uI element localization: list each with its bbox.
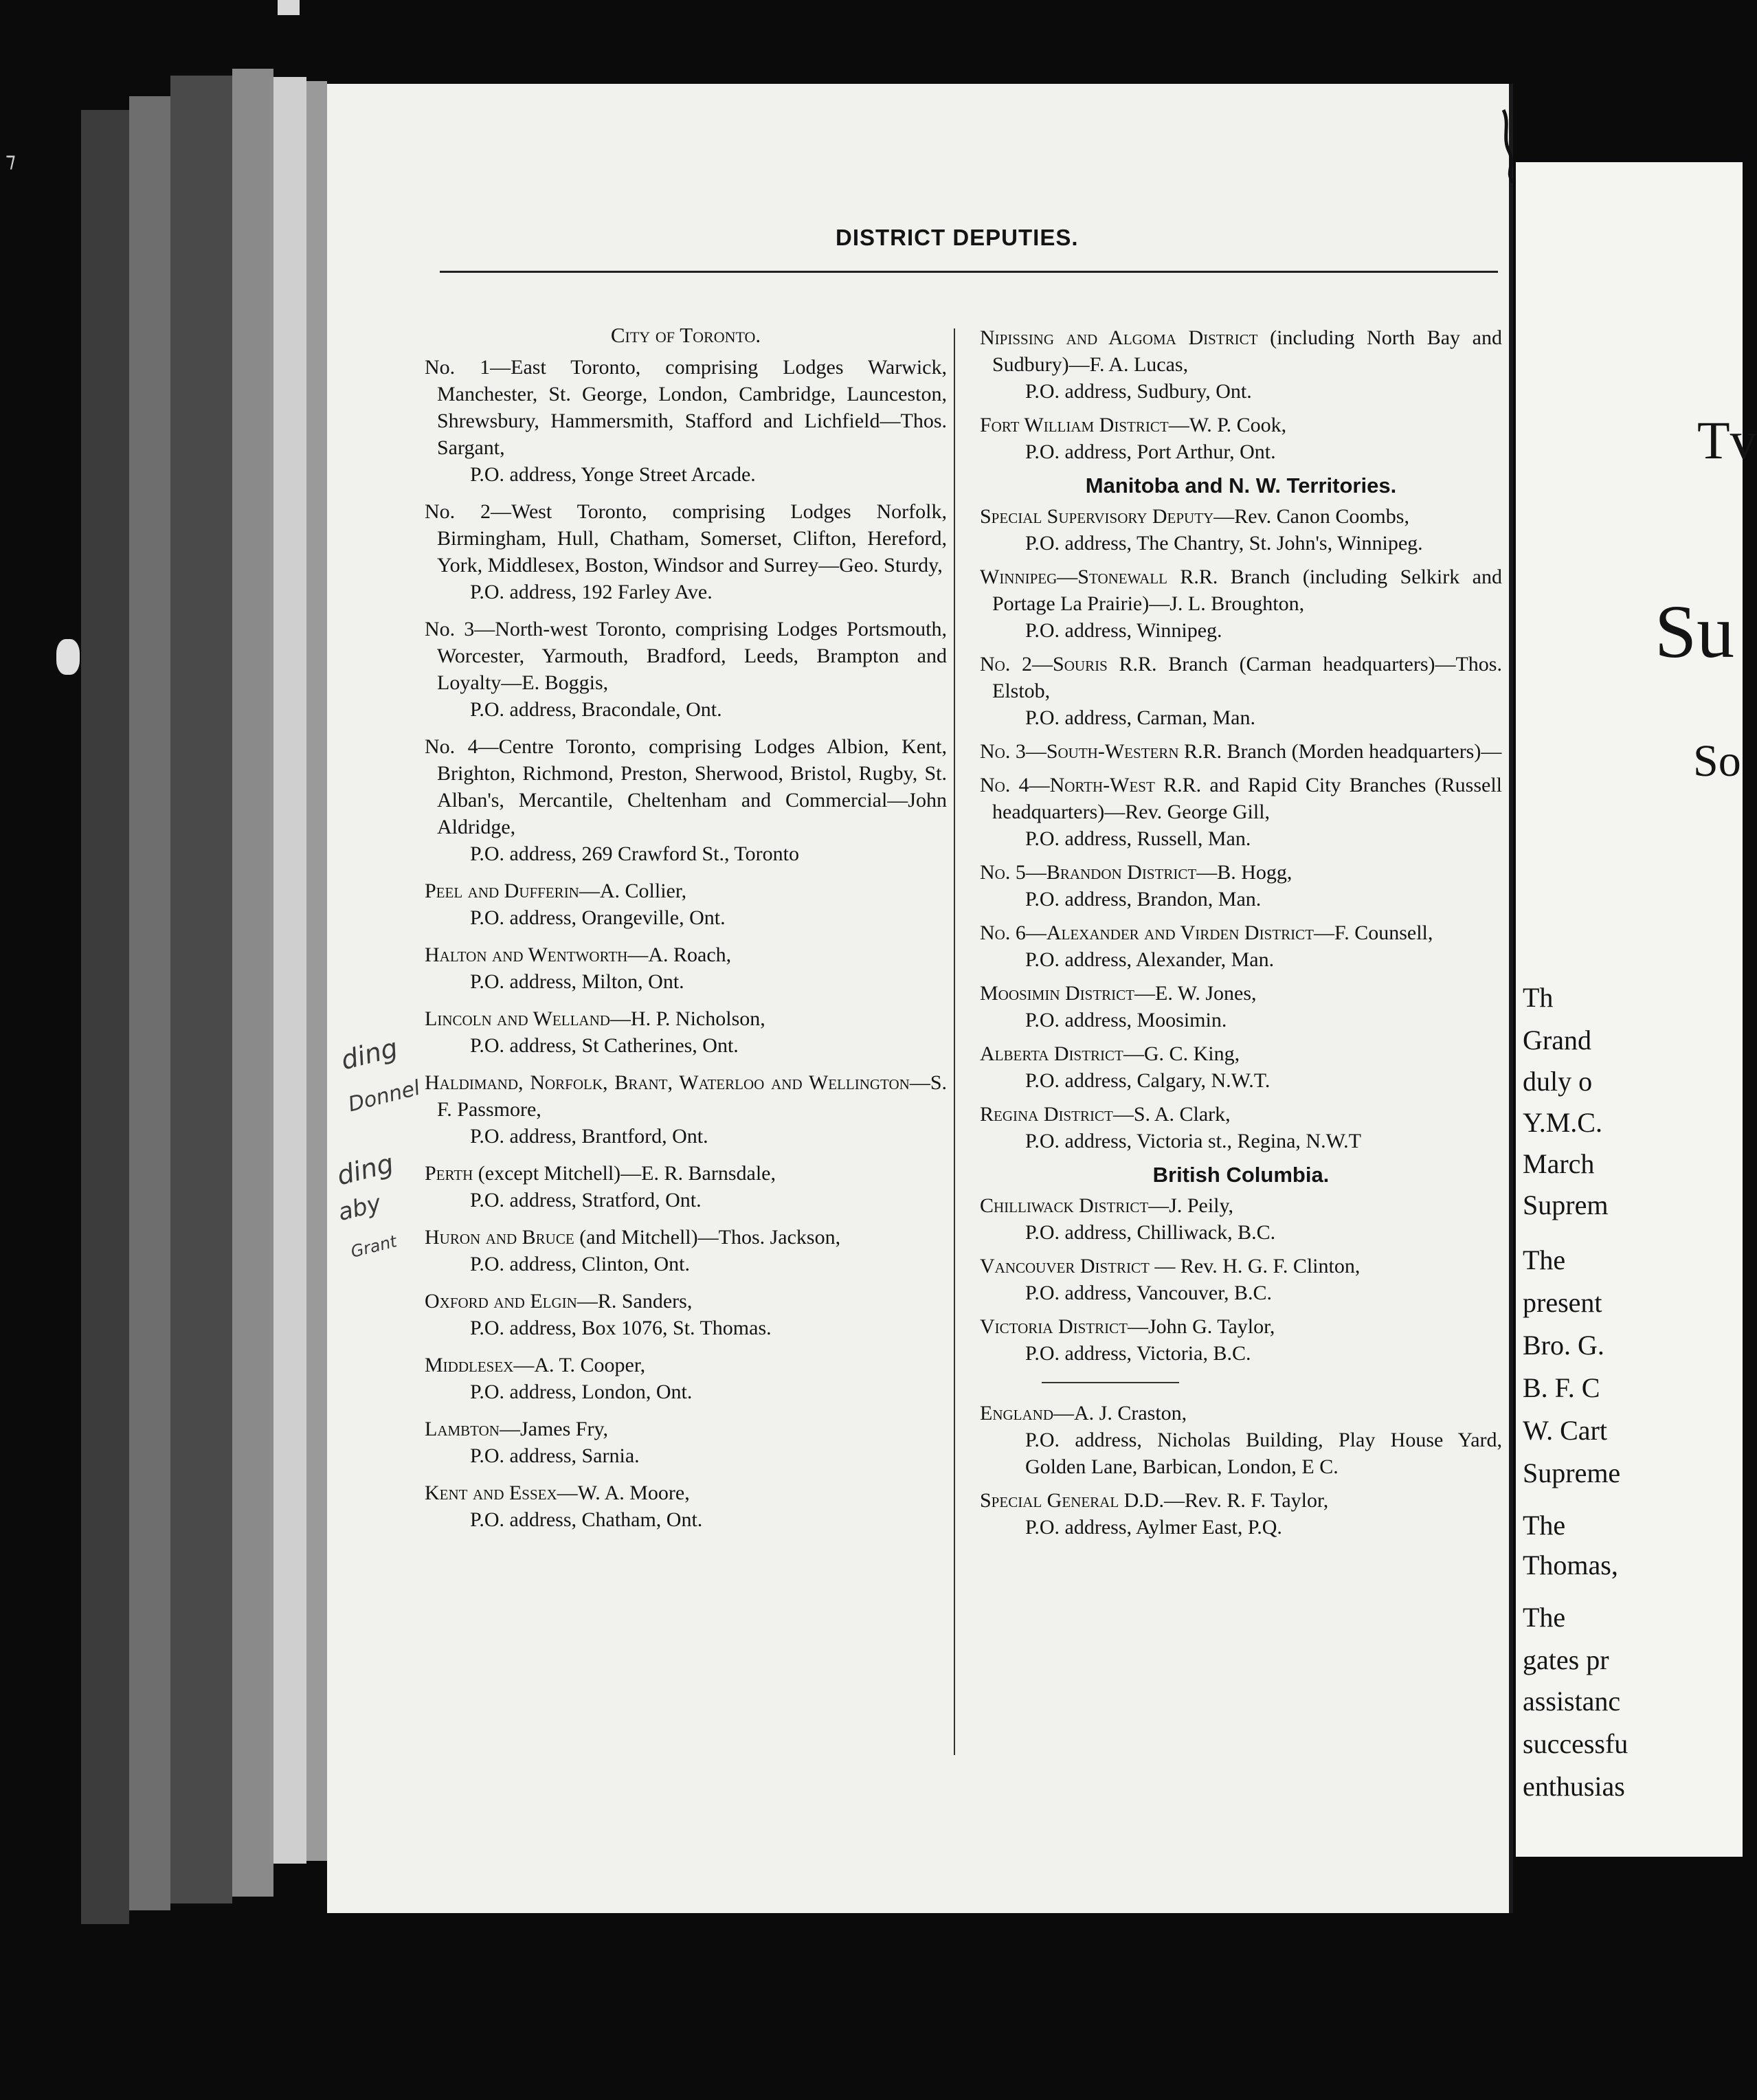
deputy-entry [425, 1224, 947, 1277]
right-page-line: assistanc [1523, 1686, 1621, 1717]
district-name: Haldimand, Norfolk, Brant, Waterloo and Wellington [425, 1071, 910, 1094]
postal-address: P.O. address, Sarnia. [470, 1444, 640, 1467]
right-page-line: The [1523, 1244, 1566, 1275]
postal-address: P.O. address, Nicholas Building, Play House Yard, Golden Lane, Barbican, London, E C. [1025, 1429, 1502, 1478]
postal-address: P.O. address, Orangeville, Ont. [470, 906, 726, 929]
right-page-line: Y.M.C. [1523, 1107, 1602, 1138]
deputy-entry [980, 1313, 1502, 1367]
postal-address: P.O. address, Milton, Ont. [470, 970, 684, 993]
deputy-text: No. 4—Centre Toronto, comprising Lodges Albion, Kent, Brighton, Richmond, Preston, Sherwood, Bristol, Rugby, St. Alban's, Mercantile, Cheltenham and Commercial—John Aldridge, [425, 735, 947, 838]
margin-note: Grant [348, 1231, 399, 1262]
right-page-title-fragment-2: Su [1655, 590, 1735, 673]
margin-note: Donnel [346, 1075, 423, 1117]
deputy-entry [425, 878, 947, 931]
postal-address: P.O. address, Brandon, Man. [1025, 888, 1262, 911]
right-page-title-fragment-1: Tv [1697, 410, 1757, 470]
postal-address: P.O. address, 269 Crawford St., Toronto [470, 842, 799, 865]
postal-address: P.O. address, Sudbury, Ont. [1025, 380, 1252, 403]
postal-address: P.O. address, The Chantry, St. John's, Winnipeg. [1025, 532, 1423, 555]
section-title: City of Toronto. [610, 323, 761, 347]
district-name: Regina District [980, 1103, 1113, 1126]
district-name: No. 6—Alexander and Virden District [980, 921, 1314, 944]
district-name: Vancouver District [980, 1255, 1150, 1277]
deputy-entry [425, 616, 947, 723]
deputy-entry [425, 1288, 947, 1341]
district-name: Halton and Wentworth [425, 943, 628, 966]
deputy-entry [425, 1160, 947, 1214]
district-name: Winnipeg—Stonewall [980, 566, 1167, 588]
binding-thread-icon [1501, 103, 1517, 186]
right-entries-manitoba [980, 503, 1502, 1154]
district-name: Chilliwack District [980, 1194, 1149, 1217]
postal-address: P.O. address, Yonge Street Arcade. [470, 463, 756, 486]
deputy-text: R.R. Branch (Morden headquarters)— [1178, 740, 1502, 763]
deputy-entry [980, 859, 1502, 913]
deputy-entry [980, 412, 1502, 465]
right-page-title-fragment-3: So [1693, 736, 1741, 786]
left-entries [425, 354, 947, 1533]
deputy-text: —B. Hogg, [1196, 861, 1292, 884]
deputy-entry [980, 1487, 1502, 1541]
deputy-entry [980, 1192, 1502, 1246]
postal-address: P.O. address, Winnipeg. [1025, 619, 1222, 642]
section-heading-british-columbia: British Columbia. [1152, 1163, 1330, 1187]
right-page-line: present [1523, 1287, 1602, 1318]
right-page [1516, 162, 1757, 1857]
deputy-entry [980, 1040, 1502, 1094]
right-page-line: W. Cart [1523, 1415, 1607, 1446]
district-name: Lambton [425, 1418, 500, 1440]
postal-address: P.O. address, Alexander, Man. [1025, 948, 1275, 971]
deputy-text: —H. P. Nicholson, [609, 1007, 765, 1030]
deputy-text: —W. P. Cook, [1168, 414, 1287, 436]
deputy-text: —James Fry, [499, 1418, 608, 1440]
page-edges-dark [81, 110, 129, 1924]
postal-address: P.O. address, Stratford, Ont. [470, 1189, 702, 1211]
deputy-text: —S. F. Passmore, [437, 1071, 947, 1121]
deputy-text: R.R. and Rapid City Branches (Russell headquarters)—Rev. George Gill, [992, 774, 1502, 823]
district-name: Special General [980, 1489, 1119, 1512]
district-name: Fort William District [980, 414, 1169, 436]
right-page-line: successfu [1523, 1728, 1629, 1759]
deputy-entry [425, 1352, 947, 1405]
district-name: Huron and Bruce [425, 1226, 574, 1249]
right-page-line: March [1523, 1148, 1595, 1179]
page-edges-light [232, 69, 273, 1897]
district-name: Lincoln and Welland [425, 1007, 610, 1030]
deputy-text: (and Mitchell)—Thos. Jackson, [574, 1226, 841, 1249]
deputy-text: (except Mitchell)—E. R. Barnsdale, [473, 1162, 776, 1185]
right-page-line: gates pr [1523, 1644, 1609, 1675]
district-name: Alberta District [980, 1042, 1123, 1065]
postal-address: P.O. address, Port Arthur, Ont. [1025, 440, 1276, 463]
deputy-text: —W. A. Moore, [557, 1482, 690, 1504]
deputy-text: —R. Sanders, [577, 1290, 693, 1312]
right-page-line: duly o [1523, 1066, 1593, 1097]
right-page-line: Th [1523, 982, 1554, 1013]
deputy-entry [425, 941, 947, 995]
postal-address: P.O. address, St Catherines, Ont. [470, 1034, 739, 1057]
deputy-text: R.R. Branch (including Selkirk and Portage La Prairie)—J. L. Broughton, [992, 566, 1502, 615]
postal-address: P.O. address, Russell, Man. [1025, 827, 1251, 850]
column-divider [954, 328, 955, 1755]
deputy-entry [425, 1005, 947, 1059]
district-name: Peel and Dufferin [425, 880, 579, 902]
district-name: Middlesex [425, 1354, 514, 1376]
deputy-entry [980, 651, 1502, 731]
right-page-line: Grand [1523, 1025, 1591, 1055]
deputy-entry [980, 503, 1502, 557]
district-name: Perth [425, 1162, 473, 1185]
district-name: No. 5—Brandon District [980, 861, 1197, 884]
deputy-entry [425, 498, 947, 605]
postal-address: P.O. address, Calgary, N.W.T. [1025, 1069, 1271, 1092]
deputy-text: (including North Bay and Sudbury)—F. A. Lucas, [992, 326, 1502, 376]
running-head: DISTRICT DEPUTIES. [836, 225, 1079, 250]
deputy-text: —John G. Taylor, [1127, 1315, 1275, 1338]
film-scratch: ⁊ [5, 149, 16, 172]
district-name: Nipissing and Algoma District [980, 326, 1258, 349]
postal-address: P.O. address, Carman, Man. [1025, 706, 1255, 729]
postal-address: P.O. address, Chatham, Ont. [470, 1508, 703, 1531]
deputy-entry [980, 980, 1502, 1034]
section-heading-manitoba: Manitoba and N. W. Territories. [1085, 473, 1397, 498]
deputy-text: —A. T. Cooper, [513, 1354, 646, 1376]
postal-address: P.O. address, Victoria st., Regina, N.W.T [1025, 1130, 1361, 1152]
deputy-text: —G. C. King, [1123, 1042, 1240, 1065]
film-stain [56, 639, 80, 675]
deputy-text: — Rev. H. G. F. Clinton, [1149, 1255, 1361, 1277]
right-page-line: The [1523, 1510, 1566, 1541]
margin-note: ding [337, 1032, 401, 1076]
district-name: England [980, 1402, 1053, 1425]
postal-address: P.O. address, Aylmer East, P.Q. [1025, 1516, 1282, 1539]
left-column [425, 322, 947, 1543]
district-name: No. 3—South-Western [980, 740, 1179, 763]
deputy-entry [980, 772, 1502, 852]
deputy-text: No. 1—East Toronto, comprising Lodges Warwick, Manchester, St. George, London, Cambridge, Launceston, Shrewsbury, Hammersmith, Stafford and Lichfield—Thos. Sargant, [425, 356, 947, 459]
postal-address: P.O. address, Vancouver, B.C. [1025, 1282, 1273, 1304]
postal-address: P.O. address, Brantford, Ont. [470, 1125, 708, 1148]
deputy-text: —J. Peily, [1148, 1194, 1234, 1217]
deputy-entry [980, 1400, 1502, 1480]
postal-address: P.O. address, Clinton, Ont. [470, 1253, 691, 1275]
deputy-entry [425, 354, 947, 488]
postal-address: P.O. address, Moosimin. [1025, 1009, 1227, 1031]
deputy-text: No. 2—West Toronto, comprising Lodges Norfolk, Birmingham, Hull, Chatham, Somerset, Clifton, Hereford, York, Middlesex, Boston, Windsor and Surrey—Geo. Sturdy, [425, 500, 947, 577]
postal-address: P.O. address, 192 Farley Ave. [470, 581, 713, 603]
deputy-text: —A. Roach, [627, 943, 732, 966]
deputy-text: R.R. Branch (Carman headquarters)—Thos. Elstob, [992, 653, 1502, 702]
deputy-entry [980, 324, 1502, 405]
deputy-text: No. 3—North-west Toronto, comprising Lodges Portsmouth, Worcester, Yarmouth, Bradford, Leeds, Brampton and Loyalty—E. Boggis, [425, 618, 947, 694]
page-edges-mid [129, 96, 170, 1910]
district-name: Kent and Essex [425, 1482, 557, 1504]
right-entries-other [980, 1400, 1502, 1541]
deputy-entry [425, 1479, 947, 1533]
deputy-text: —Rev. Canon Coombs, [1213, 505, 1409, 528]
deputy-text: —E. W. Jones, [1134, 982, 1257, 1005]
header-rule [440, 271, 1498, 273]
deputy-text: —S. A. Clark, [1112, 1103, 1231, 1126]
deputy-entry [425, 1416, 947, 1469]
right-page-line: Bro. G. [1523, 1330, 1604, 1361]
deputy-entry [980, 1253, 1502, 1306]
postal-address: P.O. address, Box 1076, St. Thomas. [470, 1317, 772, 1339]
right-entries-ontario [980, 324, 1502, 465]
deputy-text: —A. Collier, [579, 880, 687, 902]
right-entries-bc [980, 1192, 1502, 1367]
right-page-line: enthusias [1523, 1771, 1625, 1802]
right-page-line: B. F. C [1523, 1372, 1600, 1403]
margin-note: ding [333, 1148, 396, 1192]
right-page-line: Supreme [1523, 1457, 1621, 1488]
deputy-text: D.D.—Rev. R. F. Taylor, [1119, 1489, 1329, 1512]
right-column [980, 324, 1502, 1548]
district-name: Moosimin District [980, 982, 1135, 1005]
deputy-entry [425, 1069, 947, 1150]
district-name: Special Supervisory Deputy [980, 505, 1214, 528]
right-page-line: The [1523, 1602, 1566, 1633]
district-name: Victoria District [980, 1315, 1128, 1338]
film-mark [278, 0, 300, 15]
deputy-entry [425, 733, 947, 867]
page-edges-inner [306, 81, 327, 1861]
postal-address: P.O. address, Bracondale, Ont. [470, 698, 722, 721]
right-page-line: Thomas, [1523, 1550, 1618, 1580]
page-edges-stack [170, 76, 232, 1903]
district-name: No. 4—North-West [980, 774, 1155, 796]
deputy-entry [980, 919, 1502, 973]
postal-address: P.O. address, Chilliwack, B.C. [1025, 1221, 1276, 1244]
right-page-line: Suprem [1523, 1189, 1609, 1220]
separator-rule [1042, 1382, 1179, 1383]
deputy-entry [980, 738, 1502, 765]
deputy-text: —F. Counsell, [1313, 921, 1433, 944]
page-edges-pale [273, 77, 306, 1864]
postal-address: P.O. address, London, Ont. [470, 1381, 693, 1403]
district-name: Oxford and Elgin [425, 1290, 577, 1312]
deputy-entry [980, 563, 1502, 644]
margin-note: aby [335, 1189, 384, 1227]
postal-address: P.O. address, Victoria, B.C. [1025, 1342, 1251, 1365]
deputy-text: —A. J. Craston, [1053, 1402, 1187, 1425]
deputy-entry [980, 1101, 1502, 1154]
district-name: No. 2—Souris [980, 653, 1108, 675]
